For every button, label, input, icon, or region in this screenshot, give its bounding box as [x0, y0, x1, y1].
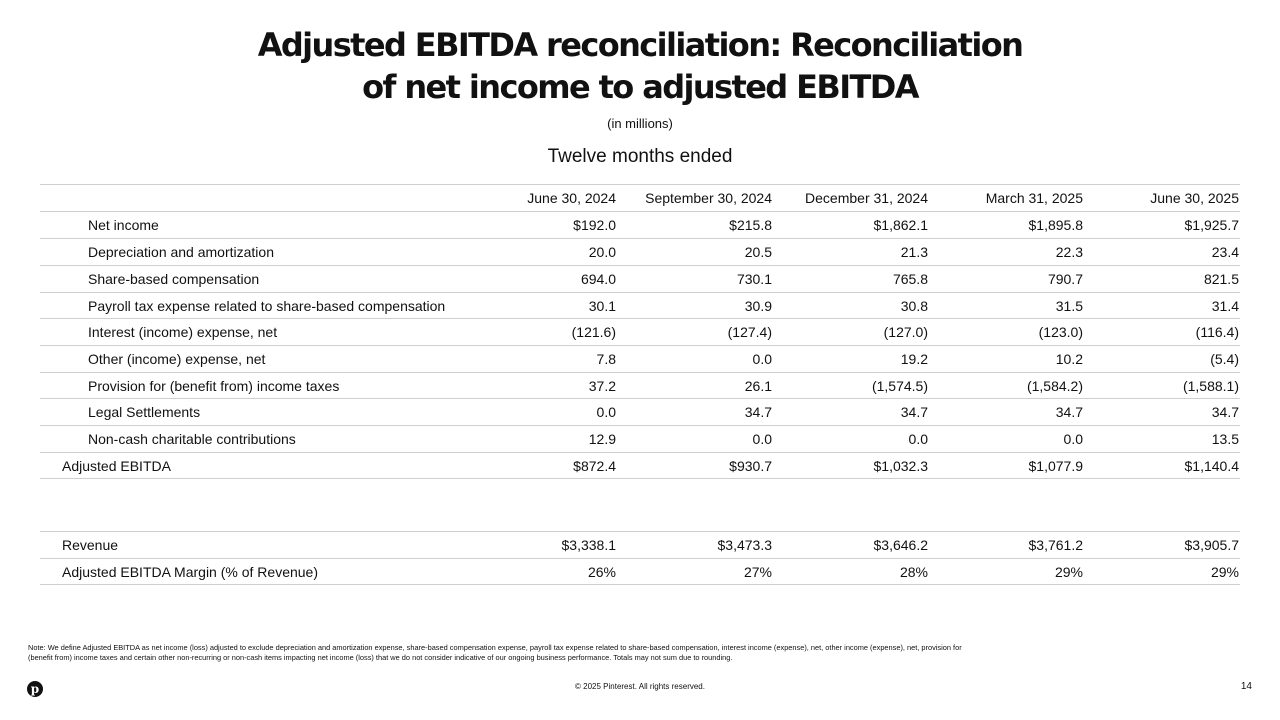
cell: 30.9	[744, 298, 772, 314]
period-label: Twelve months ended	[547, 146, 733, 167]
row-label: Non-cash charitable contributions	[88, 431, 296, 447]
cell: 12.9	[588, 431, 616, 447]
cell: 790.7	[1047, 271, 1083, 287]
table-row-legal-settlements	[40, 398, 1240, 424]
cell: 37.2	[588, 378, 616, 394]
cell: 27%	[743, 564, 772, 580]
table-row-income-taxes	[40, 372, 1240, 398]
cell: 0.0	[1063, 431, 1083, 447]
cell: $3,338.1	[561, 537, 616, 553]
cell: (127.4)	[727, 324, 772, 340]
cell: $872.4	[573, 458, 616, 474]
cell: $1,895.8	[1028, 217, 1083, 233]
table-row-interest	[40, 318, 1240, 344]
cell: 0.0	[908, 431, 928, 447]
row-label: Share-based compensation	[88, 271, 260, 287]
cell: $3,646.2	[873, 537, 928, 553]
cell: $3,761.2	[1028, 537, 1083, 553]
cell: $1,140.4	[1184, 458, 1239, 474]
cell: 730.1	[736, 271, 772, 287]
cell: (1,574.5)	[871, 378, 928, 394]
table-header-row	[40, 184, 1240, 210]
row-label: Payroll tax expense related to share-based compensation	[88, 298, 446, 314]
table-row-payroll-tax	[40, 292, 1240, 318]
cell: 29%	[1210, 564, 1239, 580]
cell: 821.5	[1203, 271, 1239, 287]
cell: 10.2	[1055, 351, 1083, 367]
footnote: Note: We define Adjusted EBITDA as net income (loss) adjusted to exclude depreciation and amortization expense, share-based compensation expense, payroll tax expense related to share-based compensation, interest income (expense), net, other income (expense), net, provision for (benefit from) income taxes and certain other non-recurring or non-cash items impacting net income (loss) that we do not consider indicative of our ongoing business performance. Totals may not sum due to rounding.	[28, 643, 962, 662]
cell: $1,925.7	[1184, 217, 1239, 233]
cell: 26.1	[744, 378, 772, 394]
cell: (116.4)	[1195, 324, 1239, 340]
units-subtitle: (in millions)	[607, 116, 673, 131]
column-header: June 30, 2024	[527, 190, 616, 206]
cell: $1,862.1	[873, 217, 928, 233]
row-label: Depreciation and amortization	[88, 244, 274, 260]
table-row-revenue	[40, 531, 1240, 557]
row-label: Interest (income) expense, net	[88, 324, 278, 340]
title-line-2: of net income to adjusted EBITDA	[362, 68, 918, 106]
table-row-other-income	[40, 345, 1240, 371]
cell: (127.0)	[883, 324, 928, 340]
cell: 34.7	[744, 404, 772, 420]
cell: (1,588.1)	[1182, 378, 1239, 394]
table-row-adjusted-ebitda	[40, 452, 1240, 479]
cell: (123.0)	[1038, 324, 1083, 340]
cell: 20.0	[588, 244, 616, 260]
cell: 22.3	[1055, 244, 1083, 260]
cell: $215.8	[729, 217, 772, 233]
row-label: Net income	[88, 217, 159, 233]
cell: 34.7	[1211, 404, 1239, 420]
column-header: December 31, 2024	[805, 190, 928, 206]
cell: $1,032.3	[873, 458, 928, 474]
slide-title	[0, 24, 1280, 108]
cell: 31.4	[1211, 298, 1239, 314]
row-label: Other (income) expense, net	[88, 351, 266, 367]
column-header: September 30, 2024	[645, 190, 772, 206]
cell: $3,905.7	[1184, 537, 1239, 553]
page-number: 14	[1240, 681, 1252, 692]
cell: 13.5	[1211, 431, 1239, 447]
cell: 28%	[899, 564, 928, 580]
row-label: Revenue	[62, 537, 119, 553]
cell: 30.8	[900, 298, 928, 314]
copyright: © 2025 Pinterest. All rights reserved.	[575, 682, 705, 691]
cell: 0.0	[596, 404, 616, 420]
cell: 7.8	[596, 351, 616, 367]
table-row-share-based-comp	[40, 265, 1240, 291]
cell: 0.0	[752, 351, 772, 367]
row-label: Adjusted EBITDA	[62, 458, 171, 474]
cell: $930.7	[729, 458, 772, 474]
title-line-1: Adjusted EBITDA reconciliation: Reconciliation	[257, 26, 1023, 64]
table-row-charitable	[40, 425, 1240, 451]
cell: 26%	[587, 564, 616, 580]
cell: 34.7	[1055, 404, 1083, 420]
cell: $1,077.9	[1028, 458, 1083, 474]
cell: 31.5	[1055, 298, 1083, 314]
cell: 765.8	[892, 271, 928, 287]
table-row-depreciation	[40, 238, 1240, 264]
cell: 29%	[1054, 564, 1083, 580]
cell: 23.4	[1211, 244, 1239, 260]
cell: 30.1	[588, 298, 616, 314]
cell: $3,473.3	[717, 537, 772, 553]
cell: (121.6)	[571, 324, 616, 340]
pinterest-logo-icon: p	[27, 681, 43, 697]
column-header: March 31, 2025	[985, 190, 1083, 206]
cell: 19.2	[900, 351, 928, 367]
row-label: Provision for (benefit from) income taxes	[88, 378, 340, 394]
cell: 20.5	[744, 244, 772, 260]
cell: (1,584.2)	[1026, 378, 1083, 394]
table-row-net-income	[40, 211, 1240, 237]
column-header: June 30, 2025	[1150, 190, 1239, 206]
cell: 0.0	[752, 431, 772, 447]
row-label: Legal Settlements	[88, 404, 201, 420]
cell: $192.0	[573, 217, 616, 233]
cell: 694.0	[580, 271, 616, 287]
row-label: Adjusted EBITDA Margin (% of Revenue)	[62, 564, 319, 580]
cell: (5.4)	[1210, 351, 1239, 367]
table-row-ebitda-margin	[40, 558, 1240, 585]
cell: 21.3	[900, 244, 928, 260]
cell: 34.7	[900, 404, 928, 420]
